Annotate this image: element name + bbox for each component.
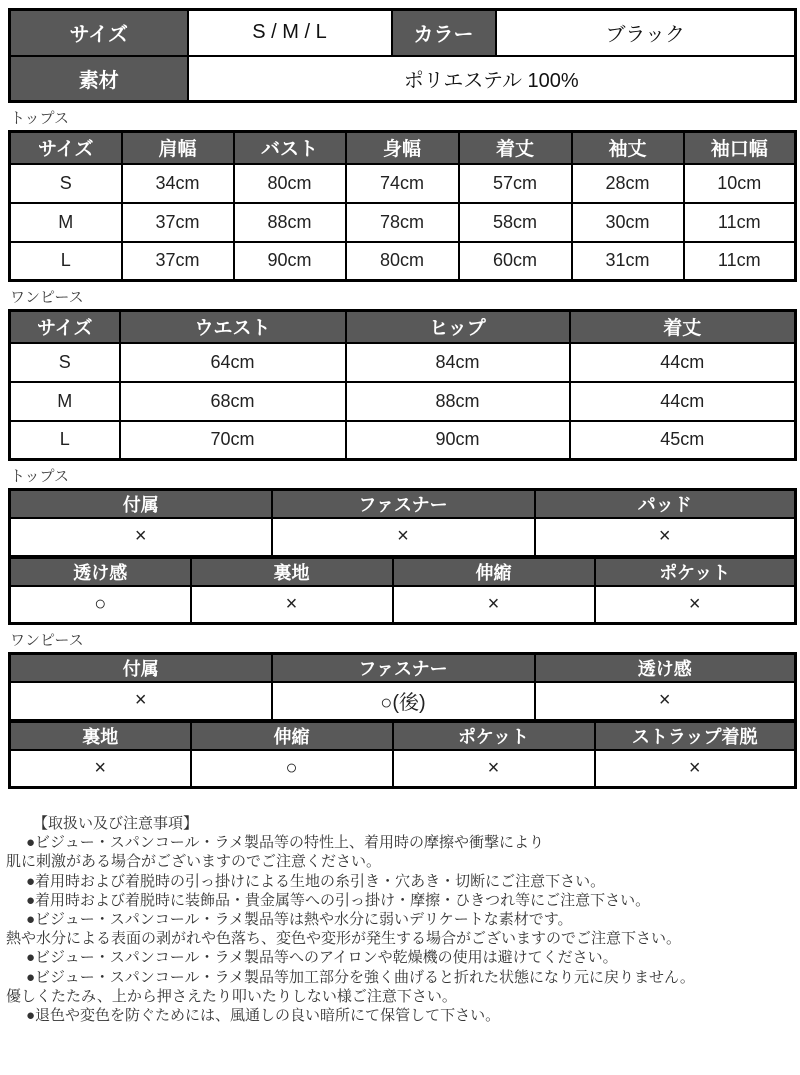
header-cell: 袖口幅 [684,132,796,164]
section-label-onepiece-features: ワンピース [10,632,84,649]
size-label-cell: サイズ [10,10,188,56]
cell: 45cm [570,421,796,460]
table-row [10,382,796,421]
header-cell: バスト [234,132,346,164]
table-row [10,586,796,624]
note-line: ●着用時および着脱時の引っ掛けによる生地の糸引き・穴あき・切断にご注意下さい。 [26,872,606,890]
table-row [10,203,796,242]
cell: 90cm [346,421,570,460]
table-row [10,518,796,556]
cell: 11cm [684,203,796,242]
onepiece-features-table-upper [8,652,797,722]
summary-row-size-color [10,10,796,56]
header-cell: ストラップ着脱 [595,721,796,750]
header-cell: 肩幅 [122,132,234,164]
cell: × [191,586,393,624]
cell: × [10,682,272,720]
header-cell: サイズ [10,311,120,343]
cell: × [595,586,796,624]
cell: 10cm [684,164,796,203]
cell: × [535,518,796,556]
cell: S [10,164,122,203]
cell: 31cm [572,242,684,281]
header-cell: ポケット [393,721,595,750]
cell: S [10,343,120,382]
material-value-cell: ポリエステル 100% [188,56,796,102]
cell: 44cm [570,343,796,382]
table-row [10,242,796,281]
cell: 28cm [572,164,684,203]
cell: 90cm [234,242,346,281]
cell: × [595,750,796,788]
table-row [10,343,796,382]
product-spec-page [0,8,800,1075]
tops-features-table-lower [8,556,797,626]
cell: ○ [10,586,191,624]
note-line: 肌に刺激がある場合がございますのでご注意ください。 [6,853,382,871]
table-header-row [10,132,796,164]
note-line: ●着用時および着脱時に装飾品・貴金属等への引っ掛け・摩擦・ひきつれ等にご注意下さい。 [26,891,651,909]
note-line: 優しくたたみ、上から押さえたり叩いたりしない様ご注意下さい。 [6,987,457,1005]
note-line: 熱や水分による表面の剥がれや色落ち、変色や変形が発生する場合がございますのでご注意下さい。 [6,930,682,948]
cell: 58cm [459,203,572,242]
cell: 80cm [346,242,459,281]
cell: 34cm [122,164,234,203]
header-cell: 付属 [10,490,272,519]
table-header-row [10,721,796,750]
cell: L [10,421,120,460]
cell: L [10,242,122,281]
section-label-onepiece-measurements: ワンピース [10,289,84,306]
header-cell: 透け感 [10,557,191,586]
notes-title: 【取扱い及び注意事項】 [33,815,199,832]
cell: 64cm [120,343,346,382]
summary-row-material [10,56,796,102]
header-cell: ファスナー [272,490,535,519]
cell: 57cm [459,164,572,203]
note-line: ●ビジュー・スパンコール・ラメ製品等は熱や水分に弱いデリケートな素材です。 [26,911,573,929]
header-cell: 伸縮 [191,721,393,750]
note-line: ●ビジュー・スパンコール・ラメ製品等加工部分を強く曲げると折れた状態になり元に戻りません。 [26,968,695,986]
onepiece-measurements-table [8,309,797,461]
table-header-row [10,557,796,586]
tops-features-table-upper [8,488,797,558]
header-cell: 伸縮 [393,557,595,586]
handling-notes [0,814,800,1025]
table-row [10,421,796,460]
cell: × [272,518,535,556]
cell: 37cm [122,242,234,281]
header-cell: 裏地 [191,557,393,586]
color-value-cell: ブラック [496,10,796,56]
cell: 70cm [120,421,346,460]
cell: ○(後) [272,682,535,720]
tops-measurements-table [8,130,797,282]
section-label-tops-features: トップス [10,468,69,485]
cell: × [393,750,595,788]
cell: 60cm [459,242,572,281]
cell: × [10,750,191,788]
header-cell: 袖丈 [572,132,684,164]
header-cell: サイズ [10,132,122,164]
cell: 74cm [346,164,459,203]
header-cell: 着丈 [459,132,572,164]
header-cell: 付属 [10,654,272,683]
cell: × [393,586,595,624]
note-line: ●退色や変色を防ぐためには、風通しの良い暗所にて保管して下さい。 [26,1007,501,1025]
cell: 78cm [346,203,459,242]
cell: 80cm [234,164,346,203]
header-cell: 透け感 [535,654,796,683]
table-header-row [10,311,796,343]
size-value-cell: S / M / L [188,10,392,56]
header-cell: ウエスト [120,311,346,343]
cell: 88cm [346,382,570,421]
cell: 88cm [234,203,346,242]
note-line: ●ビジュー・スパンコール・ラメ製品等へのアイロンや乾燥機の使用は避けてください。 [26,949,618,967]
table-header-row [10,654,796,683]
cell: 11cm [684,242,796,281]
cell: 37cm [122,203,234,242]
header-cell: ポケット [595,557,796,586]
table-row [10,682,796,720]
table-row [10,164,796,203]
cell: ○ [191,750,393,788]
material-label-cell: 素材 [10,56,188,102]
cell: 30cm [572,203,684,242]
header-cell: 裏地 [10,721,191,750]
cell: 84cm [346,343,570,382]
cell: 68cm [120,382,346,421]
cell: M [10,382,120,421]
cell: M [10,203,122,242]
cell: 44cm [570,382,796,421]
header-cell: 着丈 [570,311,796,343]
note-line: ●ビジュー・スパンコール・ラメ製品等の特性上、着用時の摩擦や衝撃により [26,834,545,852]
header-cell: 身幅 [346,132,459,164]
summary-table [8,8,797,103]
cell: × [10,518,272,556]
header-cell: ファスナー [272,654,535,683]
color-label-cell: カラー [392,10,496,56]
header-cell: パッド [535,490,796,519]
onepiece-features-table-lower [8,720,797,790]
table-header-row [10,490,796,519]
header-cell: ヒップ [346,311,570,343]
cell: × [535,682,796,720]
table-row [10,750,796,788]
section-label-tops-measurements: トップス [10,110,69,127]
